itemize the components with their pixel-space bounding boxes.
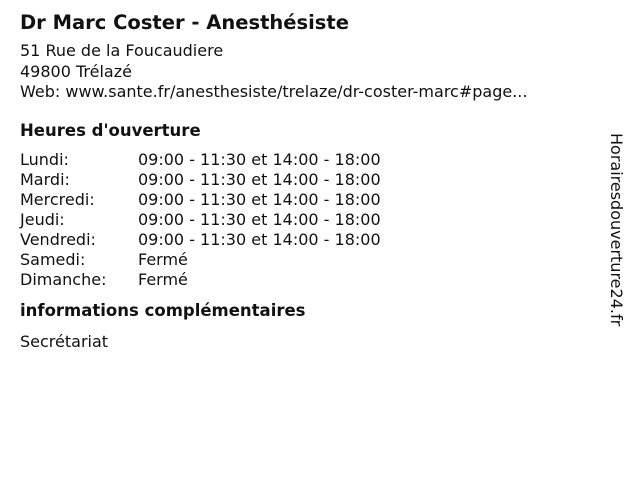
hours-row-wednesday: [20, 190, 600, 210]
day-label: Samedi:: [20, 249, 86, 269]
day-label: Dimanche:: [20, 269, 107, 289]
web-link[interactable]: www.sante.fr/anesthesiste/trelaze/dr-coster-marc#page...: [65, 82, 528, 101]
hours-row-saturday: [20, 250, 600, 270]
info-heading: informations complémentaires: [20, 300, 306, 320]
day-label: Lundi:: [20, 149, 69, 169]
hours-value: 09:00 - 11:30 et 14:00 - 18:00: [138, 189, 381, 209]
street-address: 51 Rue de la Foucaudiere: [20, 41, 224, 60]
hours-value: 09:00 - 11:30 et 14:00 - 18:00: [138, 149, 381, 169]
day-label: Vendredi:: [20, 229, 96, 249]
hours-value: 09:00 - 11:30 et 14:00 - 18:00: [138, 169, 381, 189]
hours-row-thursday: [20, 210, 600, 230]
web-line: [20, 82, 600, 103]
info-text: Secrétariat: [20, 331, 109, 351]
hours-row-monday: [20, 150, 600, 170]
day-label: Mardi:: [20, 169, 70, 189]
hours-row-sunday: [20, 270, 600, 290]
hours-row-friday: [20, 230, 600, 250]
web-label: Web:: [20, 82, 61, 101]
hours-value: 09:00 - 11:30 et 14:00 - 18:00: [138, 209, 381, 229]
business-card: [20, 8, 600, 352]
opening-hours-table: [20, 150, 600, 290]
city-address: 49800 Trélazé: [20, 61, 132, 81]
day-label: Jeudi:: [20, 209, 65, 229]
hours-value: 09:00 - 11:30 et 14:00 - 18:00: [138, 229, 381, 249]
hours-value: Fermé: [138, 269, 188, 289]
day-label: Mercredi:: [20, 189, 95, 209]
hours-heading: Heures d'ouverture: [20, 120, 201, 140]
hours-row-tuesday: [20, 170, 600, 190]
page-title: Dr Marc Coster - Anesthésiste: [20, 11, 349, 34]
hours-value: Fermé: [138, 249, 188, 269]
site-watermark: Horairesdouverture24.fr: [607, 133, 626, 327]
address-block: [20, 41, 600, 103]
